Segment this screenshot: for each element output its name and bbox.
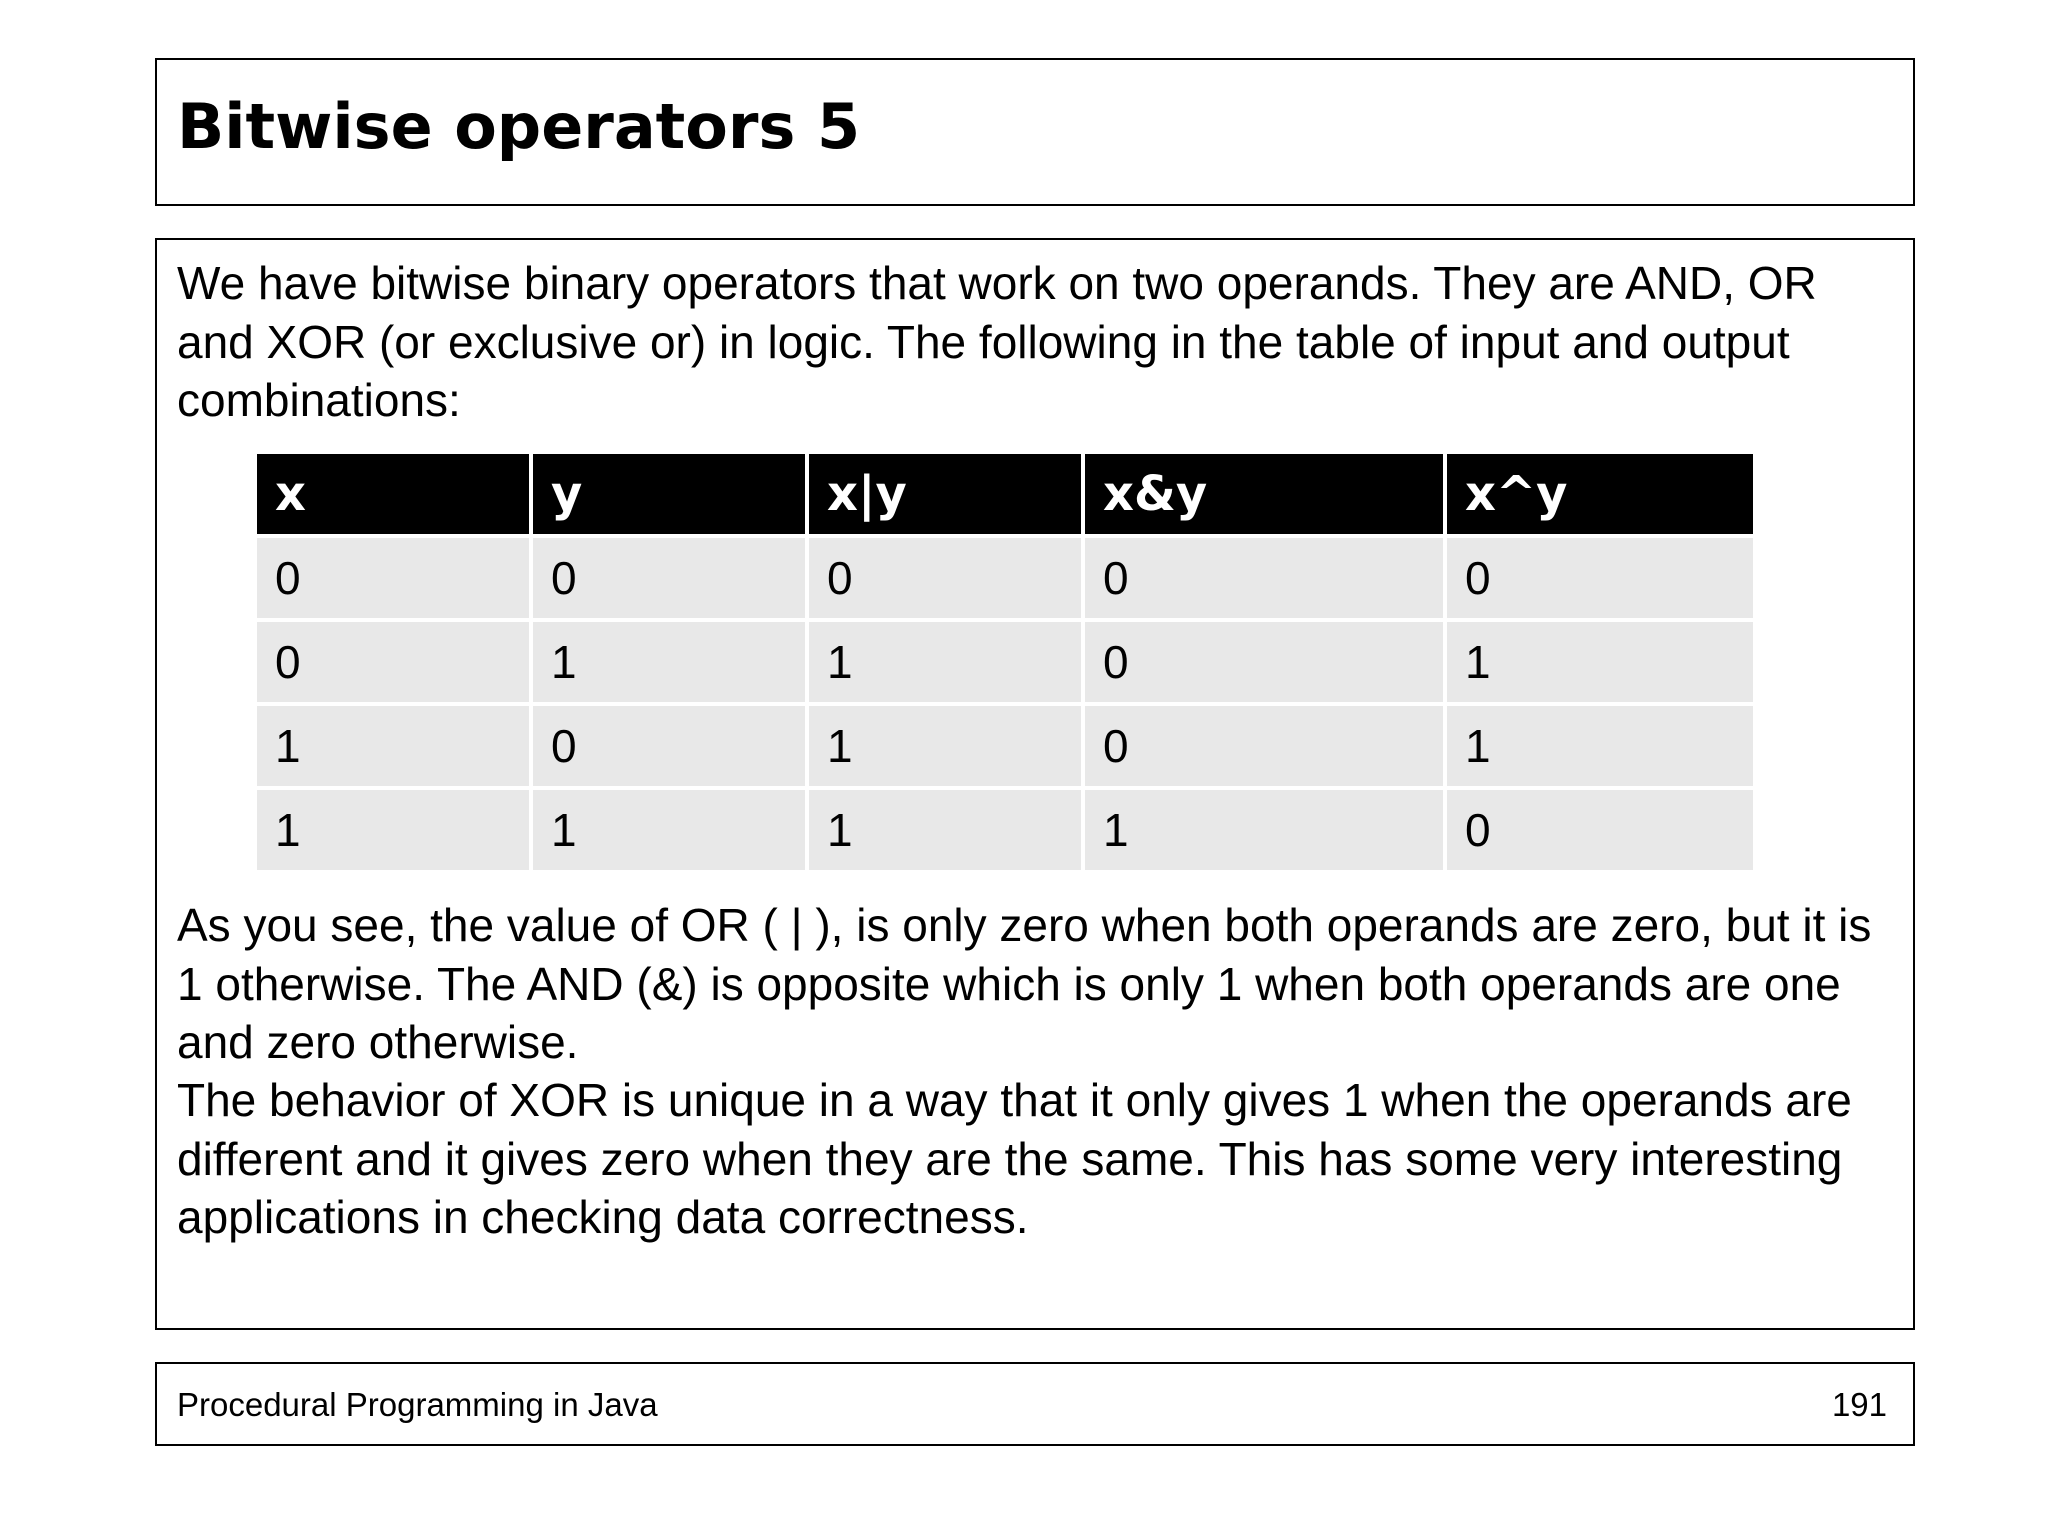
table-row: [257, 790, 1753, 870]
footer-box: [155, 1362, 1915, 1446]
table-cell: 0: [533, 706, 805, 786]
table-row: [257, 622, 1753, 702]
table-cell: 1: [1447, 622, 1753, 702]
header-x: x: [257, 454, 529, 534]
table-row: [257, 538, 1753, 618]
header-and: x&y: [1085, 454, 1443, 534]
table-cell: 0: [1085, 706, 1443, 786]
table-row: [257, 706, 1753, 786]
table-cell: 0: [809, 538, 1081, 618]
table-cell: 1: [809, 622, 1081, 702]
table-cell: 1: [257, 706, 529, 786]
header-y: y: [533, 454, 805, 534]
intro-paragraph: We have bitwise binary operators that work on two operands. They are AND, OR and XOR (or exclusive or) in logic. The following in the table of input and output combinations:: [177, 257, 1817, 426]
table-cell: 0: [533, 538, 805, 618]
truth-table: [253, 450, 1757, 874]
table-cell: 0: [1447, 538, 1753, 618]
content-box: [155, 238, 1915, 1330]
table-cell: 1: [1447, 706, 1753, 786]
or-and-explanation: As you see, the value of OR ( | ), is only zero when both operands are zero, but it is 1 otherwise. The AND (&) is opposite which is only 1 when both operands are one and zero otherwise.: [177, 899, 1872, 1068]
table-cell: 1: [533, 790, 805, 870]
table-cell: 1: [533, 622, 805, 702]
page-number: 191: [1831, 1386, 1887, 1423]
table-cell: 1: [809, 706, 1081, 786]
title-box: [155, 58, 1915, 206]
table-cell: 0: [257, 538, 529, 618]
header-xor: x^y: [1447, 454, 1753, 534]
table-cell: 1: [257, 790, 529, 870]
table-header-row: [257, 454, 1753, 534]
table-cell: 1: [809, 790, 1081, 870]
header-or: x|y: [809, 454, 1081, 534]
slide-title: Bitwise operators 5: [177, 90, 861, 163]
table-cell: 0: [1085, 622, 1443, 702]
footer-course-title: Procedural Programming in Java: [177, 1386, 658, 1423]
table-cell: 0: [257, 622, 529, 702]
xor-explanation: The behavior of XOR is unique in a way that it only gives 1 when the operands are different and it gives zero when they are the same. This has some very interesting applications in checking data correctness.: [177, 1074, 1852, 1243]
table-cell: 0: [1447, 790, 1753, 870]
table-cell: 1: [1085, 790, 1443, 870]
table-cell: 0: [1085, 538, 1443, 618]
